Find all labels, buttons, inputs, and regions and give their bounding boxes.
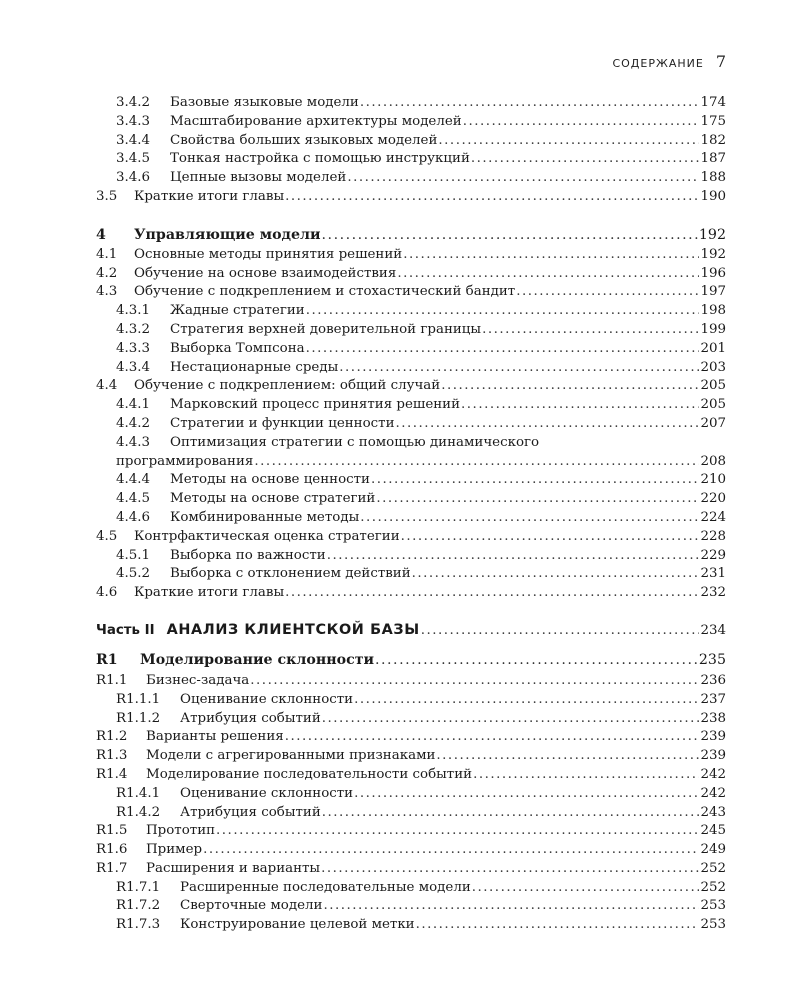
toc-entry[interactable] xyxy=(96,728,726,747)
toc-entry-page: 192 xyxy=(700,246,726,262)
toc-leader-dots xyxy=(473,766,699,785)
toc-leader-dots xyxy=(438,132,699,151)
toc-entry[interactable] xyxy=(96,747,726,766)
toc-entry[interactable] xyxy=(96,860,726,879)
toc-entry-number: 3.4.2 xyxy=(116,95,151,110)
toc-leader-dots xyxy=(360,94,700,113)
toc-chapter-entry[interactable] xyxy=(96,226,726,246)
toc-leader-dots xyxy=(360,509,699,528)
toc-entry-title: Масштабирование архитектуры моделей xyxy=(170,113,462,129)
toc-leader-dots xyxy=(216,822,699,841)
toc-leader-dots xyxy=(347,169,699,188)
toc-entry-number: 4 xyxy=(96,226,106,243)
toc-entry-page: 239 xyxy=(700,748,726,764)
toc-entry[interactable] xyxy=(96,785,726,804)
toc-entry-page: 253 xyxy=(700,898,726,914)
toc-entry-page: 229 xyxy=(700,547,726,563)
toc-entry[interactable] xyxy=(96,804,726,823)
toc-entry-title: Стратегия верхней доверительной границы xyxy=(170,321,482,337)
toc-leader-dots xyxy=(416,916,700,935)
toc-entry-number: R1.7 xyxy=(96,860,128,876)
toc-leader-dots xyxy=(322,226,698,245)
toc-entry[interactable] xyxy=(96,766,726,785)
toc-entry-title-continuation: программирования xyxy=(116,453,254,469)
toc-entry-page: 203 xyxy=(700,359,726,375)
toc-entry-title: Управляющие модели xyxy=(134,226,321,243)
toc-entry[interactable] xyxy=(96,246,726,265)
toc-leader-dots xyxy=(339,359,699,378)
toc-entry-page: 236 xyxy=(700,672,726,688)
toc-entry-page: 234 xyxy=(700,622,726,638)
toc-entry-title: АНАЛИЗ КЛИЕНТСКОЙ БАЗЫ xyxy=(166,621,420,638)
toc-entry-number: R1.4.2 xyxy=(116,804,161,820)
toc-entry-page: 205 xyxy=(700,378,726,394)
toc-entry-title: Оценивание склонности xyxy=(180,691,354,707)
toc-entry-title: Атрибуция событий xyxy=(180,710,321,726)
toc-entry-number: 4.2 xyxy=(96,265,118,281)
toc-leader-dots xyxy=(482,321,699,340)
toc-entry-number: 4.3.1 xyxy=(116,303,151,319)
toc-entry-number: R1.7.2 xyxy=(116,898,161,914)
toc-entry-page: 174 xyxy=(700,95,726,110)
toc-entry[interactable] xyxy=(96,377,726,396)
toc-leader-dots xyxy=(354,785,699,804)
toc-entry-page: 192 xyxy=(698,226,726,243)
toc-leader-dots xyxy=(250,672,699,691)
toc-entry[interactable] xyxy=(96,302,726,321)
toc-entry-page: 207 xyxy=(700,415,726,431)
toc-entry-title: Моделирование последовательности событий xyxy=(146,766,473,782)
toc-entry-page: 238 xyxy=(700,710,726,726)
running-header xyxy=(96,52,726,74)
toc-entry-page: 249 xyxy=(700,842,726,858)
toc-entry[interactable] xyxy=(96,169,726,188)
toc-leader-dots xyxy=(285,584,699,603)
toc-leader-dots xyxy=(285,728,700,747)
toc-entry[interactable] xyxy=(96,471,726,490)
toc-entry-title: Методы на основе стратегий xyxy=(170,491,376,507)
toc-entry[interactable] xyxy=(96,509,726,528)
toc-entry-title: Контрфактическая оценка стратегии xyxy=(134,528,400,544)
toc-entry-number: 4.3.2 xyxy=(116,321,151,337)
toc-entry-number: R1.6 xyxy=(96,842,128,858)
toc-leader-dots xyxy=(322,710,700,729)
toc-entry-page: 224 xyxy=(700,509,726,525)
toc-entry-title: Цепные вызовы моделей xyxy=(170,170,347,186)
toc-leader-dots xyxy=(371,471,699,490)
toc-entry-page: 242 xyxy=(700,766,726,782)
toc-entry-number: 4.4.3 xyxy=(116,434,151,450)
toc-entry-title: Расширения и варианты xyxy=(146,860,321,876)
header-title: СОДЕРЖАНИЕ xyxy=(612,57,704,70)
toc-entry-number: 4.3.4 xyxy=(116,359,151,375)
toc-entry[interactable] xyxy=(96,321,726,340)
toc-leader-dots xyxy=(396,415,700,434)
toc-entry-page: 196 xyxy=(700,265,726,281)
toc-entry[interactable] xyxy=(96,434,726,453)
toc-entry-page: 243 xyxy=(700,804,726,820)
toc-leader-dots xyxy=(463,113,700,132)
toc-entry-number: R1.4 xyxy=(96,766,128,782)
toc-entry-number: 3.4.5 xyxy=(116,151,151,167)
toc-entry[interactable] xyxy=(96,396,726,415)
toc-entry-title: Нестационарные среды xyxy=(170,359,339,375)
toc-entry[interactable] xyxy=(96,841,726,860)
toc-entry-number: 4.5.2 xyxy=(116,566,151,582)
toc-entry-number: R1.1.1 xyxy=(116,691,161,707)
toc-entry-title: Тонкая настройка с помощью инструкций xyxy=(170,151,470,167)
toc-leader-dots xyxy=(354,691,699,710)
toc-entry-page: 205 xyxy=(700,397,726,413)
toc-entry-number: Часть II xyxy=(96,622,155,638)
toc-entry-title: Атрибуция событий xyxy=(180,804,321,820)
toc-entry-title: Сверточные модели xyxy=(180,898,323,914)
toc-entry-page: 190 xyxy=(700,188,726,204)
toc-entry-number: 4.4.4 xyxy=(116,472,151,488)
toc-entry-page: 197 xyxy=(700,284,726,300)
toc-entry-title: Расширенные последовательные модели xyxy=(180,879,471,895)
toc-entry[interactable] xyxy=(96,94,726,113)
toc-leader-dots xyxy=(441,377,699,396)
toc-entry-page: 237 xyxy=(700,691,726,707)
toc-entry-number: R1.4.1 xyxy=(116,785,161,801)
toc-entry[interactable] xyxy=(96,490,726,509)
toc-entry-page: 235 xyxy=(698,651,726,668)
toc-entry[interactable] xyxy=(96,916,726,935)
toc-leader-dots xyxy=(323,897,699,916)
toc-leader-dots xyxy=(203,841,699,860)
toc-entry[interactable] xyxy=(96,340,726,359)
toc-leader-dots xyxy=(322,804,700,823)
toc-entry-number: R1.7.3 xyxy=(116,917,161,933)
toc-entry[interactable] xyxy=(96,879,726,898)
toc-entry-page: 252 xyxy=(700,879,726,895)
toc-entry-number: 4.3.3 xyxy=(116,340,151,356)
toc-entry-number: R1 xyxy=(96,651,118,668)
toc-chapter-entry[interactable] xyxy=(96,651,726,672)
toc-entry-title: Выборка Томпсона xyxy=(170,340,305,356)
toc-leader-dots xyxy=(327,547,700,566)
toc-entry[interactable] xyxy=(96,565,726,584)
toc-entry-number: 3.4.6 xyxy=(116,170,151,186)
toc-entry-number: 4.6 xyxy=(96,585,118,601)
toc-leader-dots xyxy=(471,150,700,169)
toc-entry[interactable] xyxy=(96,584,726,603)
header-page-number: 7 xyxy=(715,52,726,71)
toc-entry-title: Пример xyxy=(146,842,203,858)
toc-entry-number: 4.4.1 xyxy=(116,397,151,413)
toc-entry-number: R1.1 xyxy=(96,672,128,688)
table-of-contents xyxy=(96,94,726,935)
toc-entry-continuation[interactable] xyxy=(96,453,726,472)
toc-entry-number: 3.5 xyxy=(96,188,118,204)
toc-leader-dots xyxy=(461,396,699,415)
toc-entry-number: 4.4.5 xyxy=(116,491,151,507)
toc-entry-page: 175 xyxy=(700,113,726,129)
toc-entry[interactable] xyxy=(96,822,726,841)
toc-leader-dots xyxy=(321,860,699,879)
toc-part-entry[interactable] xyxy=(96,621,726,643)
toc-entry-title: Краткие итоги главы xyxy=(134,188,285,204)
toc-entry-title: Варианты решения xyxy=(146,729,284,745)
toc-entry-title: Обучение с подкреплением: общий случай xyxy=(134,378,441,394)
toc-entry-title: Моделирование склонности xyxy=(140,651,375,668)
toc-leader-dots xyxy=(412,565,700,584)
toc-entry[interactable] xyxy=(96,188,726,207)
toc-entry-title: Марковский процесс принятия решений xyxy=(170,397,461,413)
toc-entry-title: Оптимизация стратегии с помощью динамического xyxy=(170,434,540,450)
toc-entry[interactable] xyxy=(96,150,726,169)
toc-entry-number: 3.4.3 xyxy=(116,113,151,129)
toc-leader-dots xyxy=(436,747,699,766)
toc-leader-dots xyxy=(403,246,699,265)
toc-entry-title: Выборка по важности xyxy=(170,547,326,563)
toc-entry[interactable] xyxy=(96,528,726,547)
toc-entry-page: 208 xyxy=(700,453,726,469)
toc-entry-number: 4.5.1 xyxy=(116,547,151,563)
toc-entry-title: Комбинированные методы xyxy=(170,509,360,525)
toc-entry-page: 198 xyxy=(700,303,726,319)
toc-entry[interactable] xyxy=(96,710,726,729)
toc-entry-title: Жадные стратегии xyxy=(170,303,305,319)
toc-leader-dots xyxy=(306,302,700,321)
toc-entry[interactable] xyxy=(96,691,726,710)
toc-entry-number: R1.5 xyxy=(96,823,128,839)
toc-leader-dots xyxy=(516,283,699,302)
toc-entry-page: 228 xyxy=(700,528,726,544)
toc-leader-dots xyxy=(472,879,700,898)
toc-entry-title: Обучение на основе взаимодействия xyxy=(134,265,397,281)
toc-leader-dots xyxy=(306,340,700,359)
toc-entry-title: Обучение с подкреплением и стохастический бандит xyxy=(134,284,516,300)
toc-entry[interactable] xyxy=(96,672,726,691)
toc-entry-title: Оценивание склонности xyxy=(180,785,354,801)
toc-leader-dots xyxy=(401,528,700,547)
toc-leader-dots xyxy=(397,265,699,284)
toc-entry-number: R1.1.2 xyxy=(116,710,161,726)
toc-entry[interactable] xyxy=(96,547,726,566)
toc-entry-page: 232 xyxy=(700,585,726,601)
toc-entry-number: 4.4.2 xyxy=(116,415,151,431)
toc-entry-page: 245 xyxy=(700,823,726,839)
toc-leader-dots xyxy=(376,490,699,509)
toc-leader-dots xyxy=(285,188,699,207)
toc-entry-title: Методы на основе ценности xyxy=(170,472,370,488)
toc-entry-title: Свойства больших языковых моделей xyxy=(170,132,438,148)
toc-entry-page: 201 xyxy=(700,340,726,356)
toc-entry-title: Конструирование целевой метки xyxy=(180,917,415,933)
toc-entry[interactable] xyxy=(96,132,726,151)
toc-entry-title: Модели с агрегированными признаками xyxy=(146,748,436,764)
toc-entry-number: R1.7.1 xyxy=(116,879,161,895)
toc-entry-number: R1.3 xyxy=(96,748,128,764)
toc-entry-page: 252 xyxy=(700,860,726,876)
toc-entry[interactable] xyxy=(96,283,726,302)
toc-entry-title: Краткие итоги главы xyxy=(134,585,285,601)
toc-entry-page: 231 xyxy=(700,566,726,582)
toc-entry-title: Основные методы принятия решений xyxy=(134,246,403,262)
toc-entry-page: 239 xyxy=(700,729,726,745)
toc-leader-dots xyxy=(254,453,699,472)
toc-entry-page: 199 xyxy=(700,321,726,337)
toc-entry-title: Базовые языковые модели xyxy=(170,95,359,110)
toc-entry-page: 210 xyxy=(700,472,726,488)
toc-entry-title: Стратегии и функции ценности xyxy=(170,415,395,431)
toc-entry-title: Бизнес-задача xyxy=(146,672,250,688)
toc-entry[interactable] xyxy=(96,265,726,284)
toc-entry-title: Выборка с отклонением действий xyxy=(170,566,411,582)
toc-entry-number: 3.4.4 xyxy=(116,132,151,148)
toc-entry-page: 188 xyxy=(700,170,726,186)
toc-entry-page: 187 xyxy=(700,151,726,167)
toc-leader-dots xyxy=(421,622,700,641)
toc-entry-number: R1.2 xyxy=(96,729,128,745)
toc-entry-page: 242 xyxy=(700,785,726,801)
toc-entry-page: 220 xyxy=(700,491,726,507)
toc-entry-number: 4.5 xyxy=(96,528,118,544)
toc-entry-number: 4.3 xyxy=(96,284,118,300)
toc-leader-dots xyxy=(375,651,698,670)
toc-entry-page: 253 xyxy=(700,917,726,933)
toc-entry-title: Прототип xyxy=(146,823,216,839)
toc-entry-page: 182 xyxy=(700,132,726,148)
toc-entry[interactable] xyxy=(96,415,726,434)
toc-entry-number: 4.4.6 xyxy=(116,509,151,525)
toc-entry[interactable] xyxy=(96,113,726,132)
toc-entry-number: 4.4 xyxy=(96,378,118,394)
toc-entry-number: 4.1 xyxy=(96,246,118,262)
toc-entry[interactable] xyxy=(96,897,726,916)
toc-entry[interactable] xyxy=(96,359,726,378)
